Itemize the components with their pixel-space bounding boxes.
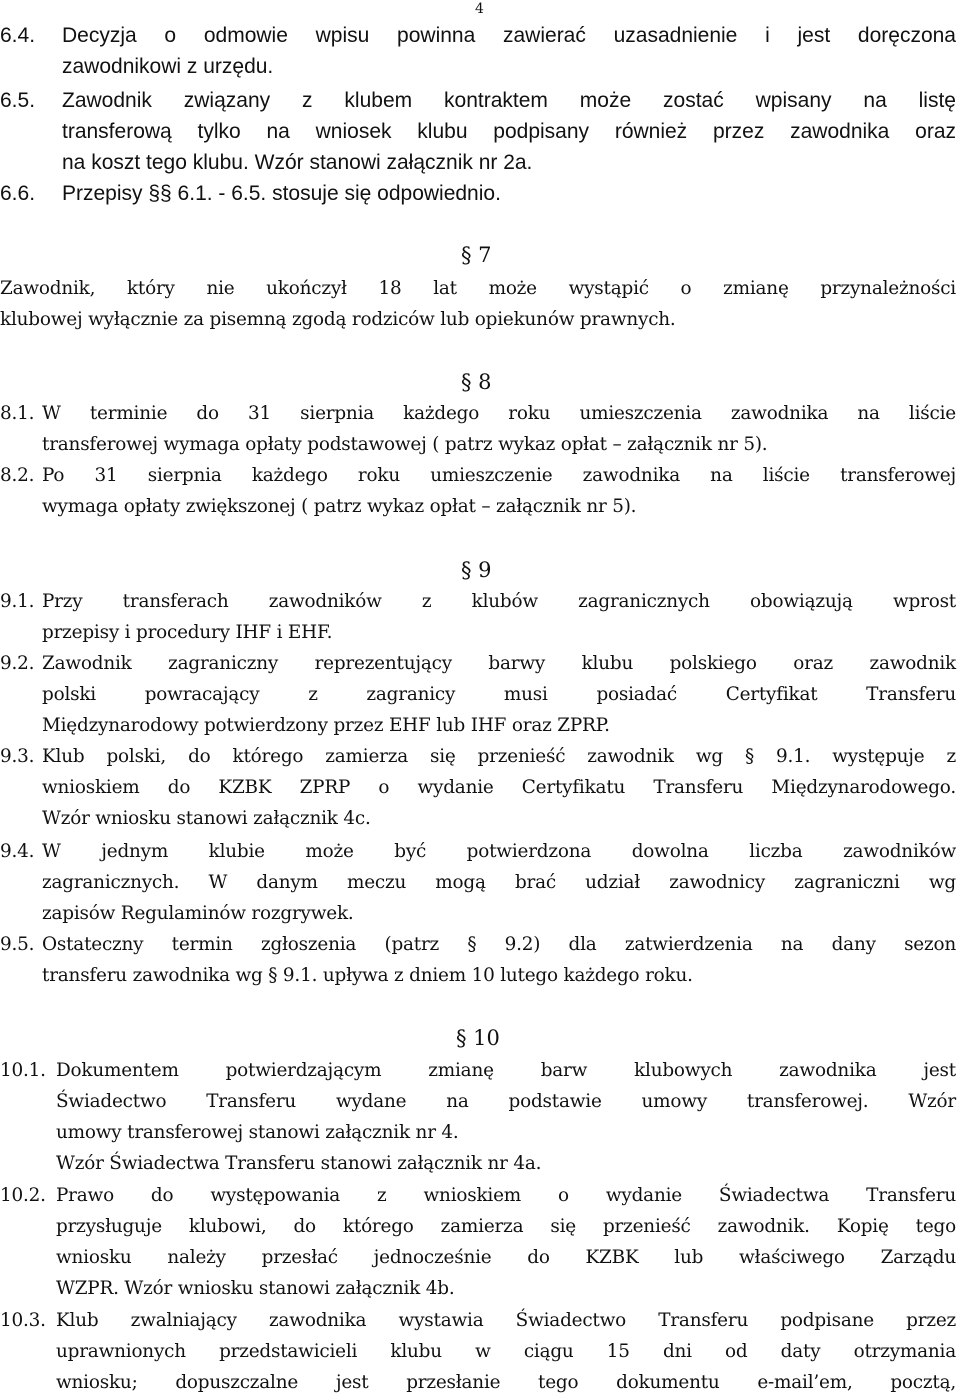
- clause-line: Zawodnik związany z klubem kontraktem może zostać wpisany na listę: [62, 89, 956, 112]
- clause-number: 9.3.: [0, 746, 35, 767]
- clause-line: Po 31 sierpnia każdego roku umieszczenie zawodnika na liście transferowej: [42, 465, 956, 486]
- clause-number: 9.4.: [0, 841, 35, 862]
- section-heading-8: § 8: [461, 370, 492, 394]
- clause-line: Wzór wniosku stanowi załącznik 4c.: [42, 808, 371, 829]
- clause-line: wniosku należy przesłać jednocześnie do KZBK lub właściwego Zarządu: [56, 1247, 956, 1268]
- clause-line: Świadectwo Transferu wydane na podstawie umowy transferowej. Wzór: [56, 1091, 956, 1112]
- clause-number: 6.5.: [0, 89, 36, 112]
- clause-8-1: [0, 398, 956, 460]
- clause-line: transferową tylko na wniosek klubu podpisany również przez zawodnika oraz: [62, 120, 956, 143]
- clause-line: wnioskiem do KZBK ZPRP o wydanie Certyfikatu Transferu Międzynarodowego.: [42, 777, 956, 798]
- clause-line: polski powracający z zagranicy musi posiadać Certyfikat Transferu: [42, 684, 956, 705]
- clause-line: zagranicznych. W danym meczu mogą brać udział zawodnicy zagraniczni wg: [42, 872, 956, 893]
- section-heading-9: § 9: [461, 558, 492, 582]
- clause-number: 10.3.: [0, 1310, 46, 1331]
- clause-line: umowy transferowej stanowi załącznik nr 4.: [56, 1122, 459, 1143]
- clause-line: Wzór Świadectwa Transferu stanowi załącznik nr 4a.: [56, 1153, 542, 1174]
- page-number: 4: [475, 1, 484, 17]
- paragraph-line: klubowej wyłącznie za pisemną zgodą rodziców lub opiekunów prawnych.: [0, 309, 676, 330]
- clause-line: na koszt tego klubu. Wzór stanowi załącznik nr 2a.: [62, 151, 533, 174]
- clause-line: zapisów Regulaminów rozgrywek.: [42, 903, 354, 924]
- clause-6-4: [0, 20, 956, 82]
- clause-10-2: [0, 1180, 956, 1304]
- clause-line: Prawo do występowania z wnioskiem o wydanie Świadectwa Transferu: [56, 1185, 956, 1206]
- clause-9-2: [0, 648, 956, 741]
- clause-number: 9.2.: [0, 653, 35, 674]
- clause-line: Przy transferach zawodników z klubów zagranicznych obowiązują wprost: [42, 591, 956, 612]
- clause-line: W jednym klubie może być potwierdzona dowolna liczba zawodników: [42, 841, 956, 862]
- section-heading-7: § 7: [461, 243, 492, 267]
- clause-9-5: [0, 929, 956, 991]
- clause-line: Klub zwalniający zawodnika wystawia Świadectwo Transferu podpisane przez: [56, 1310, 956, 1331]
- clause-9-1: [0, 586, 956, 648]
- clause-6-5: [0, 85, 956, 178]
- clause-6-6: [0, 178, 956, 209]
- clause-number: 10.1.: [0, 1060, 46, 1081]
- clause-number: 6.6.: [0, 182, 36, 205]
- clause-number: 9.1.: [0, 591, 35, 612]
- clause-line: Klub polski, do którego zamierza się przenieść zawodnik wg § 9.1. występuje z: [42, 746, 956, 767]
- clause-line: Przepisy §§ 6.1. - 6.5. stosuje się odpowiednio.: [62, 182, 501, 205]
- paragraph-7: [0, 273, 956, 335]
- clause-number: 8.2.: [0, 465, 35, 486]
- clause-line: W terminie do 31 sierpnia każdego roku umieszczenia zawodnika na liście: [42, 403, 956, 424]
- clause-line: Ostateczny termin zgłoszenia (patrz § 9.2) dla zatwierdzenia na dany sezon: [42, 934, 956, 955]
- clause-9-3: [0, 741, 956, 834]
- clause-number: 8.1.: [0, 403, 35, 424]
- section-heading-10: § 10: [456, 1026, 500, 1050]
- clause-line: Zawodnik zagraniczny reprezentujący barwy klubu polskiego oraz zawodnik: [42, 653, 956, 674]
- clause-line: wniosku; dopuszczalne jest przesłanie tego dokumentu e-mail’em, pocztą,: [56, 1372, 956, 1393]
- clause-number: 10.2.: [0, 1185, 46, 1206]
- clause-line: wymaga opłaty zwiększonej ( patrz wykaz opłat – załącznik nr 5).: [42, 496, 637, 517]
- clause-9-4: [0, 836, 956, 929]
- clause-line: zawodnikowi z urzędu.: [62, 55, 274, 78]
- clause-8-2: [0, 460, 956, 522]
- clause-line: przysługuje klubowi, do którego zamierza się przenieść zawodnik. Kopię tego: [56, 1216, 956, 1237]
- clause-line: WZPR. Wzór wniosku stanowi załącznik 4b.: [56, 1278, 455, 1299]
- clause-line: transferowej wymaga opłaty podstawowej ( patrz wykaz opłat – załącznik nr 5).: [42, 434, 768, 455]
- clause-line: Decyzja o odmowie wpisu powinna zawierać uzasadnienie i jest doręczona: [62, 24, 956, 47]
- clause-line: Międzynarodowy potwierdzony przez EHF lub IHF oraz ZPRP.: [42, 715, 610, 736]
- clause-line: Dokumentem potwierdzającym zmianę barw klubowych zawodnika jest: [56, 1060, 956, 1081]
- clause-10-1: [0, 1055, 956, 1179]
- clause-line: przepisy i procedury IHF i EHF.: [42, 622, 333, 643]
- clause-10-3: [0, 1305, 956, 1398]
- clause-number: 6.4.: [0, 24, 36, 47]
- clause-line: uprawnionych przedstawicieli klubu w ciągu 15 dni od daty otrzymania: [56, 1341, 956, 1362]
- clause-number: 9.5.: [0, 934, 35, 955]
- paragraph-line: Zawodnik, który nie ukończył 18 lat może wystąpić o zmianę przynależności: [0, 278, 956, 299]
- clause-line: transferu zawodnika wg § 9.1. upływa z dniem 10 lutego każdego roku.: [42, 965, 693, 986]
